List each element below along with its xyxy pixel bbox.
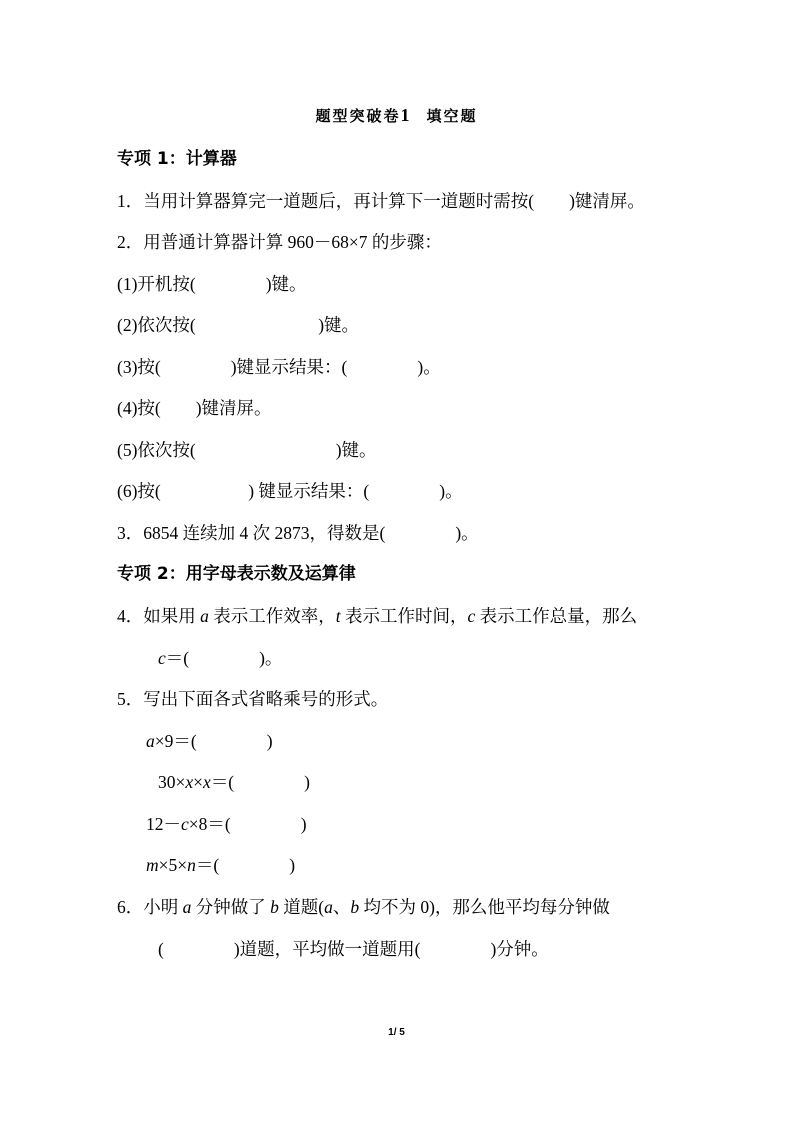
q5-e3-var: c <box>181 814 189 834</box>
q5-e1-var: a <box>146 731 155 751</box>
q5-e4-mid: ×5× <box>158 855 188 875</box>
q6-text-1: 6．小明 <box>117 897 183 917</box>
page-number: 1/ 5 <box>388 1027 405 1038</box>
q4-text-3: 表示工作时间， <box>340 606 468 626</box>
q4-text-2: 表示工作效率， <box>208 606 336 626</box>
question-2-step-6: (6)按( ) 键显示结果：( )。 <box>117 481 463 501</box>
q5-e2-pre: 30× <box>158 772 186 792</box>
q5-e2-x2: x <box>203 772 211 792</box>
q6-var-b: b <box>270 897 279 917</box>
q5-e3-pre: 12－ <box>146 814 181 834</box>
q5-e2-times: × <box>193 772 204 792</box>
q6-text-4: 、 <box>332 897 351 917</box>
q4-text-4: 表示工作总量，那么 <box>475 606 638 626</box>
q4-answer-blank: ＝( )。 <box>165 648 283 668</box>
q6-text-5: 均不为 0)，那么他平均每分钟做 <box>359 897 610 917</box>
q5-e4-m: m <box>146 855 159 875</box>
question-2-stem: 2．用普通计算器计算 960－68×7 的步骤： <box>117 232 442 252</box>
page-title <box>0 105 793 126</box>
q5-e4-n: n <box>187 855 196 875</box>
q5-e2-x1: x <box>185 772 194 792</box>
question-4-answer <box>158 647 282 669</box>
q6-text-3: 道题( <box>278 897 325 917</box>
question-2-step-4: (4)按( )键清屏。 <box>117 398 272 418</box>
section-1-heading: 专项 1：计算器 <box>117 149 237 169</box>
question-5-expr-1 <box>146 730 273 752</box>
q6-text-2: 分钟做了 <box>191 897 271 917</box>
q4-var-c: c <box>467 606 476 626</box>
question-2-step-3: (3)按( )键显示结果：( )。 <box>117 357 441 377</box>
question-1: 1．当用计算器算完一道题后，再计算下一道题时需按( )键清屏。 <box>117 191 645 211</box>
question-6 <box>117 896 610 918</box>
q4-text-1: 4．如果用 <box>117 606 201 626</box>
q5-e2-rest: ＝( ) <box>210 772 310 792</box>
q5-e3-rest: ×8＝( ) <box>188 814 307 834</box>
q4-var-a: a <box>200 606 209 626</box>
title-main: 题型突破卷 <box>315 109 401 125</box>
question-5-expr-2 <box>158 771 310 793</box>
q6-var-a2: a <box>324 897 333 917</box>
question-2-step-1: (1)开机按( )键。 <box>117 274 307 294</box>
q5-e4-rest: ＝( ) <box>195 855 296 875</box>
q4-answer-var: c <box>158 648 166 668</box>
q6-var-a: a <box>182 897 192 917</box>
q5-e1-rest: ×9＝( ) <box>154 731 273 751</box>
question-2-step-5: (5)依次按( )键。 <box>117 440 377 460</box>
question-4 <box>117 605 637 627</box>
title-number: 1 <box>400 105 410 125</box>
question-5-stem: 5．写出下面各式省略乘号的形式。 <box>117 689 389 709</box>
section-2-heading: 专项 2：用字母表示数及运算律 <box>117 564 356 584</box>
title-sub: 填空题 <box>426 109 478 125</box>
question-6-line-2: ( )道题，平均做一道题用( )分钟。 <box>158 939 549 959</box>
question-5-expr-3 <box>146 813 307 835</box>
q4-var-t: t <box>335 606 341 626</box>
question-3: 3．6854 连续加 4 次 2873，得数是( )。 <box>117 523 479 543</box>
question-2-step-2: (2)依次按( )键。 <box>117 315 360 335</box>
question-5-expr-4 <box>146 854 295 876</box>
q6-var-b2: b <box>350 897 360 917</box>
